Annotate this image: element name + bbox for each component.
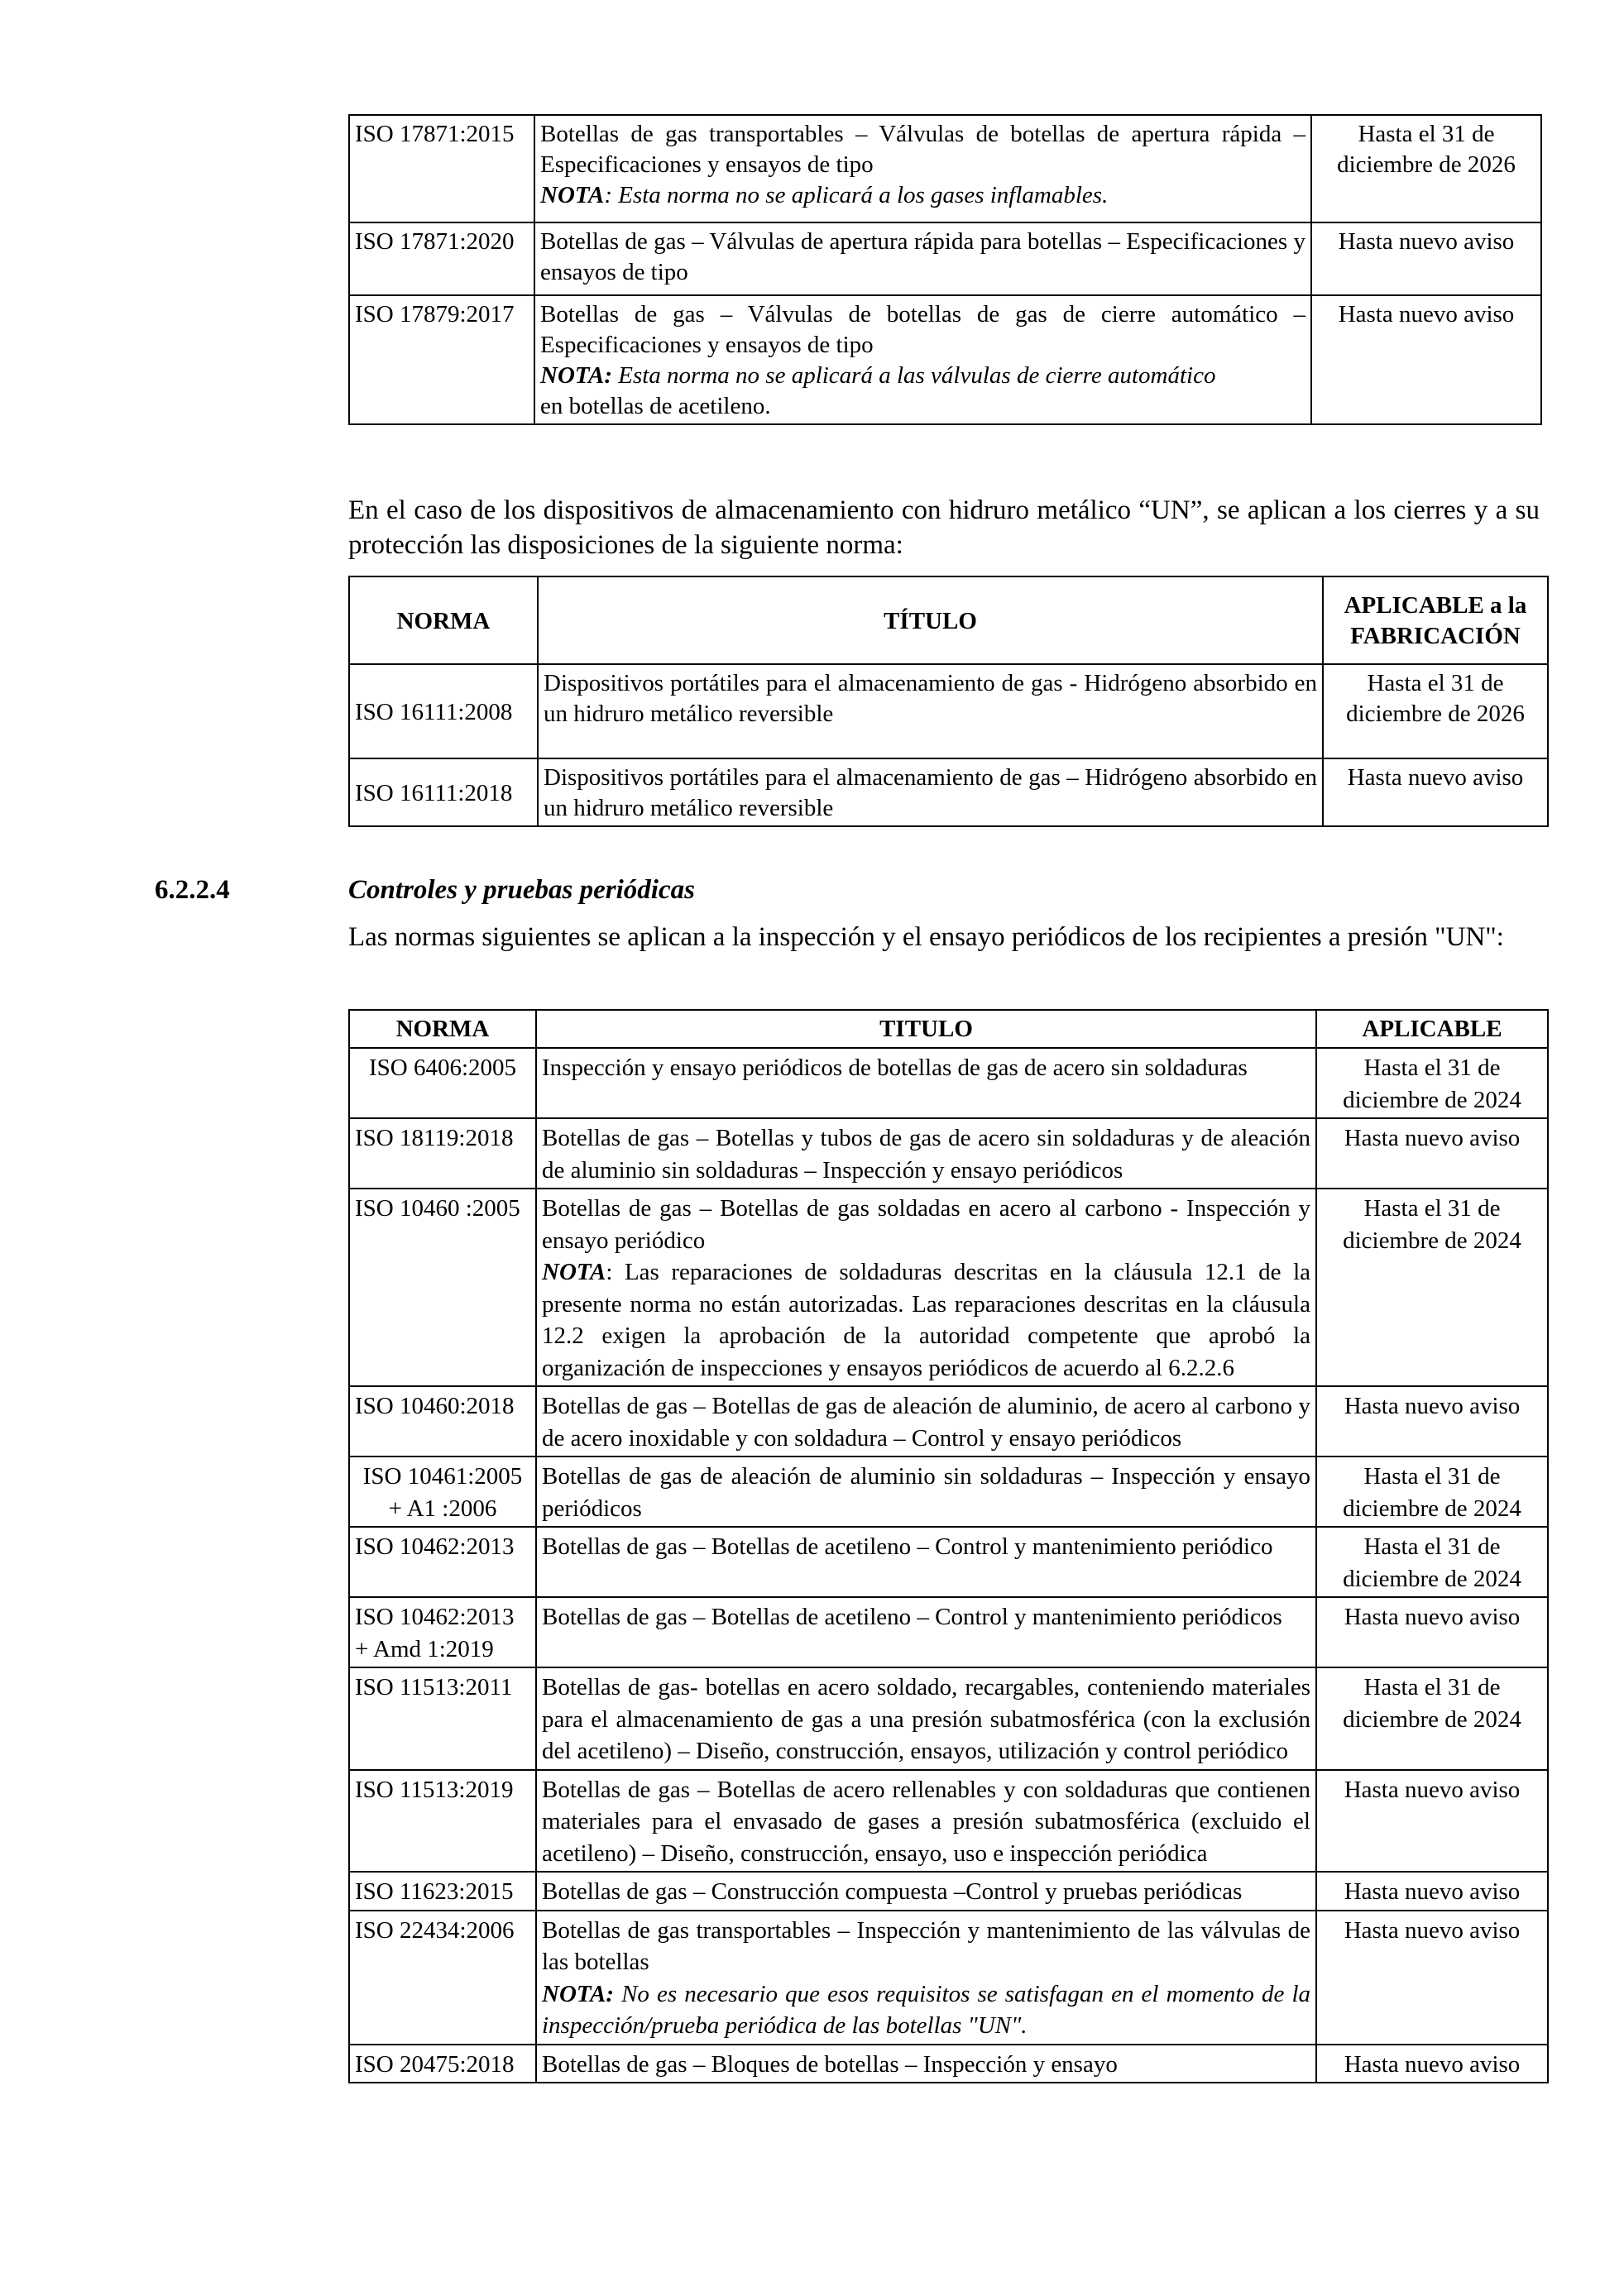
standard-title: Botellas de gas – Válvulas de botellas de gas de cierre automático – Especificaciones y ensayos de tipo NOTA: Esta norma no se aplicará a las válvulas de cierre automático en botellas de acetileno. — [534, 295, 1311, 424]
table-row — [349, 222, 1541, 295]
periodic-inspection-table — [348, 1009, 1549, 2083]
section-number: 6.2.2.4 — [155, 875, 230, 905]
table-row — [349, 1048, 1548, 1118]
applicability: Hasta nuevo aviso — [1316, 1118, 1548, 1189]
standard-title: Botellas de gas – Botellas de acero rellenables y con soldaduras que contienen materiales para el envasado de gases a presión subatmosférica (excluido el acetileno) – Diseño, construcción, ensayo, uso e inspección periódica — [536, 1770, 1316, 1873]
valves-standards-table — [348, 114, 1542, 425]
standard-code: ISO 17871:2015 — [349, 115, 534, 222]
table-row — [349, 664, 1548, 758]
standard-code: ISO 11623:2015 — [349, 1872, 536, 1911]
standard-title: Botellas de gas – Botellas de acetileno – Control y mantenimiento periódicos — [536, 1597, 1316, 1667]
standard-code: ISO 10461:2005 + A1 :2006 — [349, 1457, 536, 1527]
standard-note: NOTA: No es necesario que esos requisitos se satisfagan en el momento de la inspección/prueba periódica de las botellas "UN". — [542, 1980, 1310, 2039]
standard-title: Dispositivos portátiles para el almacenamiento de gas – Hidrógeno absorbido en un hidruro metálico reversible — [538, 758, 1323, 826]
standard-code: ISO 6406:2005 — [349, 1048, 536, 1118]
standard-title: Botellas de gas – Botellas de gas soldadas en acero al carbono - Inspección y ensayo periódico NOTA: Las reparaciones de soldaduras descritas en la cláusula 12.1 de la presente norma no están autorizadas. Las reparaciones descritas en la cláusula 12.2 exigen la aprobación de la autoridad competente que aprobó la organización de inspecciones y ensayos periódicos de acuerdo al 6.2.2.6 — [536, 1189, 1316, 1386]
applicability: Hasta nuevo aviso — [1316, 1911, 1548, 2045]
standard-note: NOTA: Las reparaciones de soldaduras descritas en la cláusula 12.1 de la presente norma no están autorizadas. Las reparaciones descritas en la cláusula 12.2 exigen la aprobación de la autoridad competente que aprobó la organización de inspecciones y ensayos periódicos de acuerdo al 6.2.2.6 — [542, 1259, 1310, 1381]
table-row — [349, 1457, 1548, 1527]
column-header-titulo: TITULO — [536, 1010, 1316, 1048]
applicability: Hasta el 31 de diciembre de 2024 — [1316, 1457, 1548, 1527]
table-row — [349, 2045, 1548, 2083]
standard-note: NOTA: Esta norma no se aplicará a las válvulas de cierre automático — [540, 362, 1216, 389]
applicability: Hasta el 31 de diciembre de 2026 — [1311, 115, 1541, 222]
applicability: Hasta el 31 de diciembre de 2024 — [1316, 1527, 1548, 1597]
column-header-titulo: TÍTULO — [538, 576, 1323, 664]
applicability: Hasta el 31 de diciembre de 2024 — [1316, 1048, 1548, 1118]
table-row — [349, 1770, 1548, 1873]
applicability: Hasta nuevo aviso — [1311, 222, 1541, 295]
table-header-row — [349, 1010, 1548, 1048]
applicability: Hasta el 31 de diciembre de 2024 — [1316, 1667, 1548, 1770]
table-row — [349, 1667, 1548, 1770]
standard-title: Botellas de gas de aleación de aluminio sin soldaduras – Inspección y ensayo periódicos — [536, 1457, 1316, 1527]
standard-code: ISO 10462:2013 + Amd 1:2019 — [349, 1597, 536, 1667]
standard-title: Botellas de gas – Bloques de botellas – Inspección y ensayo — [536, 2045, 1316, 2083]
standard-title: Botellas de gas – Construcción compuesta –Control y pruebas periódicas — [536, 1872, 1316, 1911]
table-header-row — [349, 576, 1548, 664]
column-header-aplicable: APLICABLE — [1316, 1010, 1548, 1048]
table-row — [349, 295, 1541, 424]
standard-title: Botellas de gas- botellas en acero soldado, recargables, conteniendo materiales para el almacenamiento de gas a una presión subatmosférica (con la exclusión del acetileno) – Diseño, construcción, ensayos, utilización y control periódico — [536, 1667, 1316, 1770]
standard-code: ISO 10462:2013 — [349, 1527, 536, 1597]
standard-title: Botellas de gas – Botellas de acetileno – Control y mantenimiento periódico — [536, 1527, 1316, 1597]
hydride-paragraph: En el caso de los dispositivos de almacenamiento con hidruro metálico “UN”, se aplican a los cierres y a su protección las disposiciones de la siguiente norma: — [348, 495, 1540, 560]
applicability: Hasta nuevo aviso — [1323, 758, 1548, 826]
applicability: Hasta nuevo aviso — [1316, 1597, 1548, 1667]
standard-title: Botellas de gas transportables – Inspección y mantenimiento de las válvulas de las botellas NOTA: No es necesario que esos requisitos se satisfagan en el momento de la inspección/prueba periódica de las botellas "UN". — [536, 1911, 1316, 2045]
standard-code: ISO 10460 :2005 — [349, 1189, 536, 1386]
standard-code: ISO 18119:2018 — [349, 1118, 536, 1189]
column-header-norma: NORMA — [349, 576, 538, 664]
applicability: Hasta nuevo aviso — [1311, 295, 1541, 424]
applicability: Hasta nuevo aviso — [1316, 1770, 1548, 1873]
column-header-norma: NORMA — [349, 1010, 536, 1048]
standard-title: Dispositivos portátiles para el almacenamiento de gas - Hidrógeno absorbido en un hidruro metálico reversible — [538, 664, 1323, 758]
standard-code: ISO 17879:2017 — [349, 295, 534, 424]
standard-title: Botellas de gas – Botellas y tubos de gas de acero sin soldaduras y de aleación de aluminio sin soldaduras – Inspección y ensayo periódicos — [536, 1118, 1316, 1189]
section-title: Controles y pruebas periódicas — [348, 875, 695, 905]
table-row — [349, 115, 1541, 222]
standard-title: Inspección y ensayo periódicos de botellas de gas de acero sin soldaduras — [536, 1048, 1316, 1118]
applicability: Hasta nuevo aviso — [1316, 1872, 1548, 1911]
standard-title: Botellas de gas – Botellas de gas de aleación de aluminio, de acero al carbono y de acero inoxidable y con soldadura – Control y ensayo periódicos — [536, 1386, 1316, 1457]
table-row — [349, 1597, 1548, 1667]
standard-code: ISO 22434:2006 — [349, 1911, 536, 2045]
standard-code: ISO 11513:2019 — [349, 1770, 536, 1873]
applicability: Hasta el 31 de diciembre de 2024 — [1316, 1189, 1548, 1386]
standard-code: ISO 16111:2008 — [349, 664, 538, 758]
table-row — [349, 758, 1548, 826]
applicability: Hasta el 31 de diciembre de 2026 — [1323, 664, 1548, 758]
section-intro: Las normas siguientes se aplican a la inspección y el ensayo periódicos de los recipientes a presión "UN": — [348, 922, 1504, 952]
standard-code: ISO 10460:2018 — [349, 1386, 536, 1457]
standard-code: ISO 17871:2020 — [349, 222, 534, 295]
table-row — [349, 1189, 1548, 1386]
table-row — [349, 1911, 1548, 2045]
standard-title: Botellas de gas transportables – Válvulas de botellas de apertura rápida – Especificaciones y ensayos de tipo NOTA: Esta norma no se aplicará a los gases inflamables. — [534, 115, 1311, 222]
table-row — [349, 1872, 1548, 1911]
standard-code: ISO 11513:2011 — [349, 1667, 536, 1770]
table-row — [349, 1386, 1548, 1457]
standard-note: NOTA: Esta norma no se aplicará a los gases inflamables. — [540, 182, 1109, 208]
applicability: Hasta nuevo aviso — [1316, 2045, 1548, 2083]
standard-code: ISO 16111:2018 — [349, 758, 538, 826]
table-row — [349, 1118, 1548, 1189]
column-header-aplicable: APLICABLE a la FABRICACIÓN — [1323, 576, 1548, 664]
standard-title: Botellas de gas – Válvulas de apertura rápida para botellas – Especificaciones y ensayos de tipo — [534, 222, 1311, 295]
table-row — [349, 1527, 1548, 1597]
applicability: Hasta nuevo aviso — [1316, 1386, 1548, 1457]
hydride-standards-table — [348, 576, 1549, 827]
standard-code: ISO 20475:2018 — [349, 2045, 536, 2083]
